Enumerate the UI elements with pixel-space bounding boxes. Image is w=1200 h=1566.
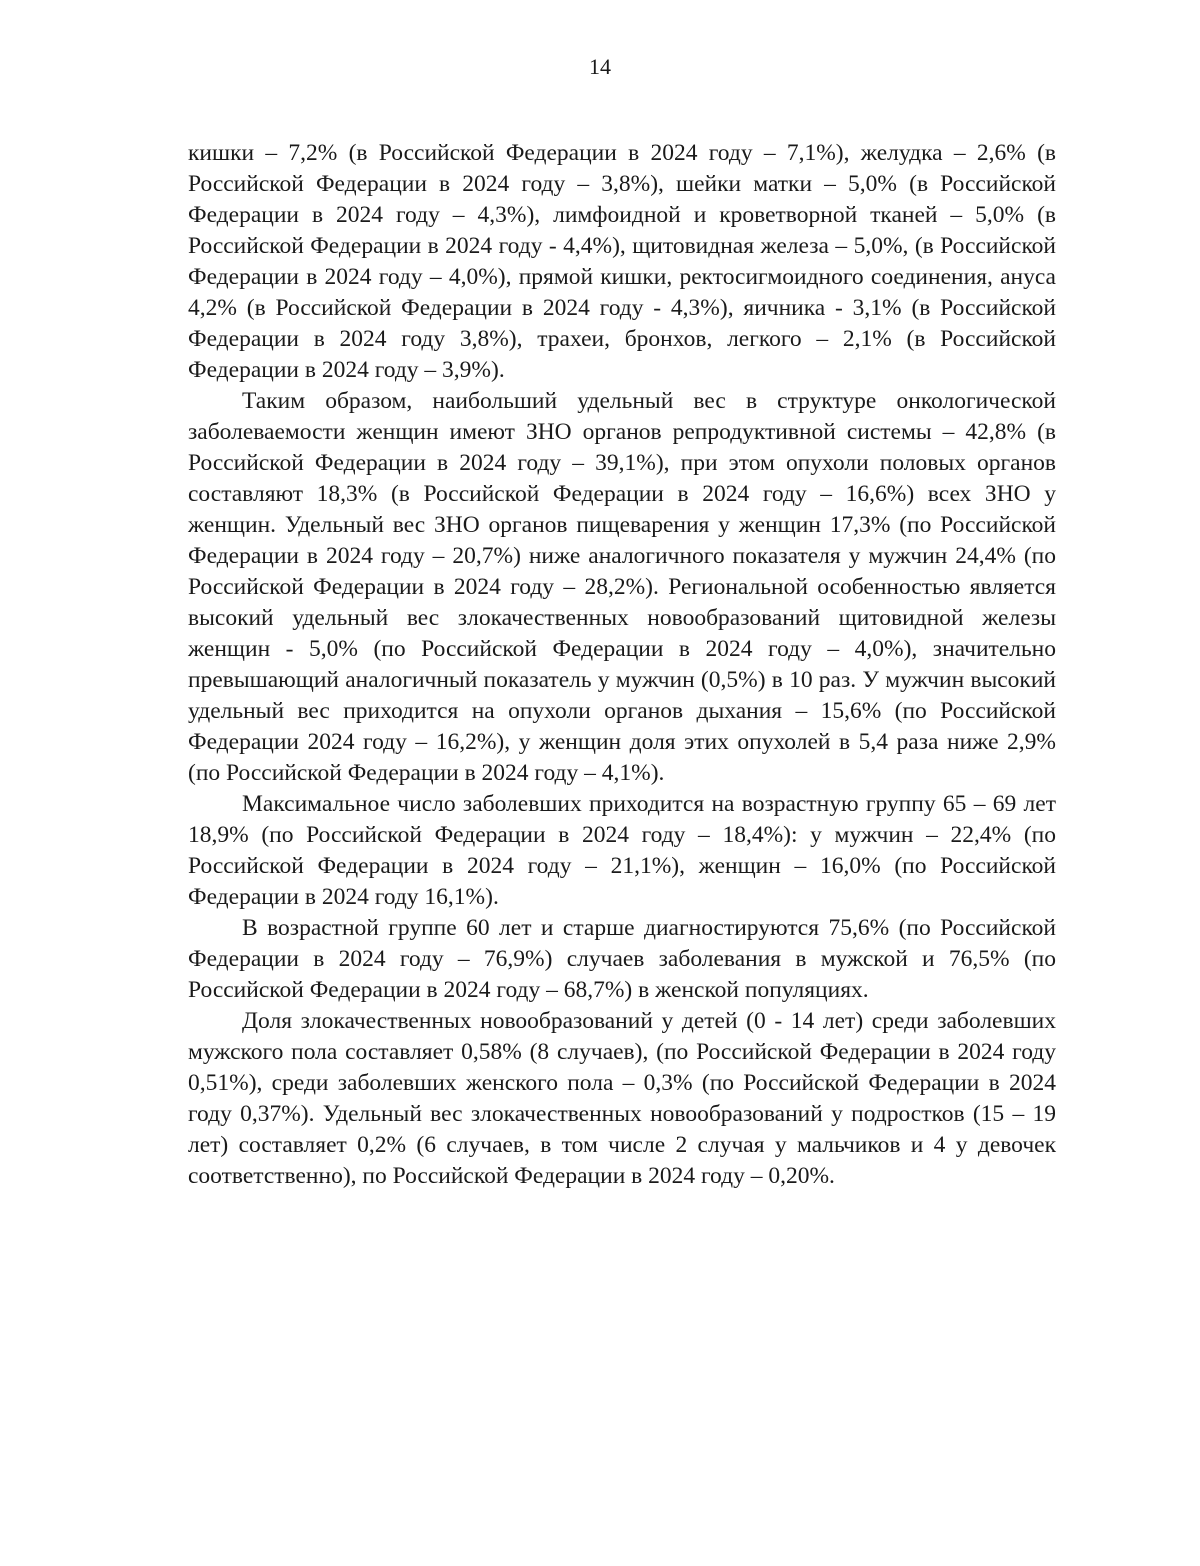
paragraph-1: кишки – 7,2% (в Российской Федерации в 2024 году – 7,1%), желудка – 2,6% (в Российской Федерации в 2024 году – 3,8%), шейки матки – 5,0% (в Российской Федерации в 2024 году – 4,3%), лимфоидной и кроветворной тканей – 5,0% (в Российской Федерации в 2024 году - 4,4%), щитовидная железа – 5,0%, (в Российской Федерации в 2024 году – 4,0%), прямой кишки, ректосигмоидного соединения, ануса 4,2% (в Российской Федерации в 2024 году - 4,3%), яичника - 3,1% (в Российской Федерации в 2024 году 3,8%), трахеи, бронхов, легкого – 2,1% (в Российской Федерации в 2024 году – 3,9%).: [188, 140, 1056, 383]
paragraph-3: Максимальное число заболевших приходится на возрастную группу 65 – 69 лет 18,9% (по Российской Федерации в 2024 году – 18,4%): у мужчин – 22,4% (по Российской Федерации в 2024 году – 21,1%), женщин – 16,0% (по Российской Федерации в 2024 году 16,1%).: [188, 791, 1056, 910]
paragraph-4: В возрастной группе 60 лет и старше диагностируются 75,6% (по Российской Федерации в 2024 году – 76,9%) случаев заболевания в мужской и 76,5% (по Российской Федерации в 2024 году – 68,7%) в женской популяциях.: [188, 915, 1056, 1003]
page-number: 14: [589, 54, 611, 79]
body-text: [188, 138, 1056, 1192]
paragraph-2: Таким образом, наибольший удельный вес в структуре онкологической заболеваемости женщин имеют ЗНО органов репродуктивной системы – 42,8% (в Российской Федерации в 2024 году – 39,1%), при этом опухоли половых органов составляют 18,3% (в Российской Федерации в 2024 году – 16,6%) всех ЗНО у женщин. Удельный вес ЗНО органов пищеварения у женщин 17,3% (по Российской Федерации в 2024 году – 20,7%) ниже аналогичного показателя у мужчин 24,4% (по Российской Федерации в 2024 году – 28,2%). Региональной особенностью является высокий удельный вес злокачественных новообразований щитовидной железы женщин - 5,0% (по Российской Федерации в 2024 году – 4,0%), значительно превышающий аналогичный показатель у мужчин (0,5%) в 10 раз. У мужчин высокий удельный вес приходится на опухоли органов дыхания – 15,6% (по Российской Федерации 2024 году – 16,2%), у женщин доля этих опухолей в 5,4 раза ниже 2,9% (по Российской Федерации в 2024 году – 4,1%).: [188, 388, 1056, 786]
paragraph-5: Доля злокачественных новообразований у детей (0 - 14 лет) среди заболевших мужского пола составляет 0,58% (8 случаев), (по Российской Федерации в 2024 году 0,51%), среди заболевших женского пола – 0,3% (по Российской Федерации в 2024 году 0,37%). Удельный вес злокачественных новообразований у подростков (15 – 19 лет) составляет 0,2% (6 случаев, в том числе 2 случая у мальчиков и 4 у девочек соответственно), по Российской Федерации в 2024 году – 0,20%.: [188, 1008, 1056, 1189]
